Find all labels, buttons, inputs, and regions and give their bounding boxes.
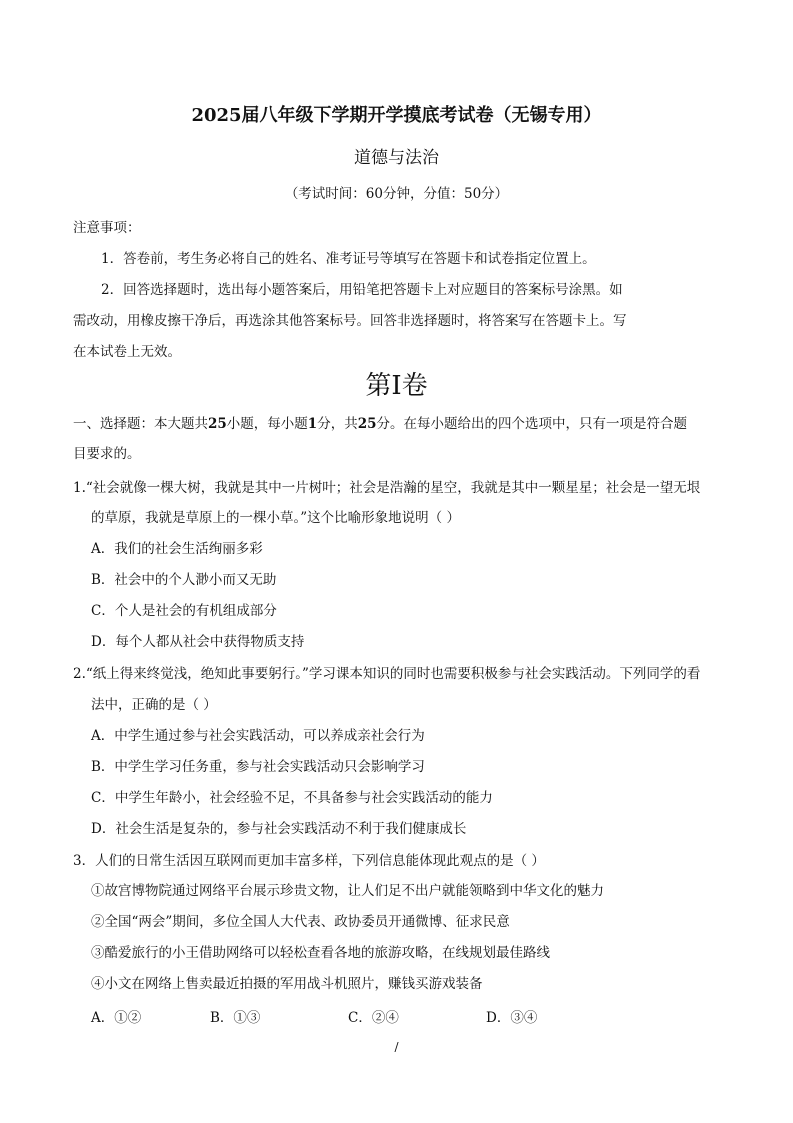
question-1-option-c: C．个人是社会的有机组成部分 [91, 603, 277, 619]
question-1-option-d: D．每个人都从社会中获得物质支持 [91, 634, 305, 650]
question-1-option-a: A．我们的社会生活绚丽多彩 [91, 541, 263, 557]
question-2-option-a: A．中学生通过参与社会实践活动，可以养成亲社会行为 [91, 728, 425, 744]
question-2-option-b: B．中学生学习任务重，参与社会实践活动只会影响学习 [91, 759, 425, 775]
notes-item-2-line-2: 需改动，用橡皮擦干净后，再选涂其他答案标号。回答非选择题时，将答案写在答题卡上。写 [73, 313, 627, 329]
question-3-choice-a: A．①② [91, 1010, 142, 1026]
question-3-choice-d: D．③④ [486, 1010, 538, 1026]
question-3-item-1: ①故宫博物院通过网络平台展示珍贵文物，让人们足不出户就能领略到中华文化的魅力 [91, 883, 604, 899]
exam-subject: 道德与法治 [354, 148, 439, 168]
question-3-choice-c: C．②④ [348, 1010, 399, 1026]
notes-item-2-line-1: 2．回答选择题时，选出每小题答案后，用铅笔把答题卡上对应题目的答案标号涂黑。如 [101, 282, 623, 298]
question-3-item-2: ②全国“两会”期间，多位全国人大代表、政协委员开通微博、征求民意 [91, 914, 510, 930]
question-1-option-b: B．社会中的个人渺小而又无助 [91, 572, 277, 588]
section-instruction-line-1: 一、选择题：本大题共25小题，每小题1分，共25分。在每小题给出的四个选项中，只有一项是符合题 [73, 416, 687, 432]
question-2-stem-line-1: 2.“纸上得来终觉浅，绝知此事要躬行。”学习课本知识的同时也需要积极参与社会实践活动。下列同学的看 [73, 666, 701, 682]
question-3-item-4: ④小文在网络上售卖最近拍摄的军用战斗机照片，赚钱买游戏装备 [91, 976, 483, 992]
question-1-stem-line-2: 的草原，我就是草原上的一棵小草。”这个比喻形象地说明（ ） [91, 510, 460, 526]
section-instruction-line-2: 目要求的。 [73, 446, 141, 462]
question-1-stem-line-1: 1.“社会就像一棵大树，我就是其中一片树叶；社会是浩瀚的星空，我就是其中一颗星星；社会是一望无垠 [73, 480, 701, 496]
question-2-option-d: D．社会生活是复杂的，参与社会实践活动不利于我们健康成长 [91, 821, 467, 837]
question-3-stem: 3．人们的日常生活因互联网而更加丰富多样，下列信息能体现此观点的是（ ） [73, 853, 545, 869]
notes-heading: 注意事项： [73, 220, 141, 236]
question-2-option-c: C．中学生年龄小，社会经验不足，不具备参与社会实践活动的能力 [91, 790, 493, 806]
exam-time-info: （考试时间：60分钟，分值：50分） [284, 186, 509, 202]
volume-title: 第Ⅰ卷 [365, 371, 428, 401]
question-3-choice-b: B．①③ [210, 1010, 261, 1026]
notes-item-1: 1．答卷前，考生务必将自己的姓名、准考证号等填写在答题卡和试卷指定位置上。 [101, 251, 596, 267]
question-3-item-3: ③酷爱旅行的小王借助网络可以轻松查看各地的旅游攻略，在线规划最佳路线 [91, 945, 550, 961]
page-footer-mark: / [394, 1040, 399, 1054]
question-2-stem-line-2: 法中，正确的是（ ） [91, 697, 217, 713]
exam-title: 2025届八年级下学期开学摸底考试卷（无锡专用） [191, 105, 602, 126]
notes-item-2-line-3: 在本试卷上无效。 [73, 344, 181, 360]
